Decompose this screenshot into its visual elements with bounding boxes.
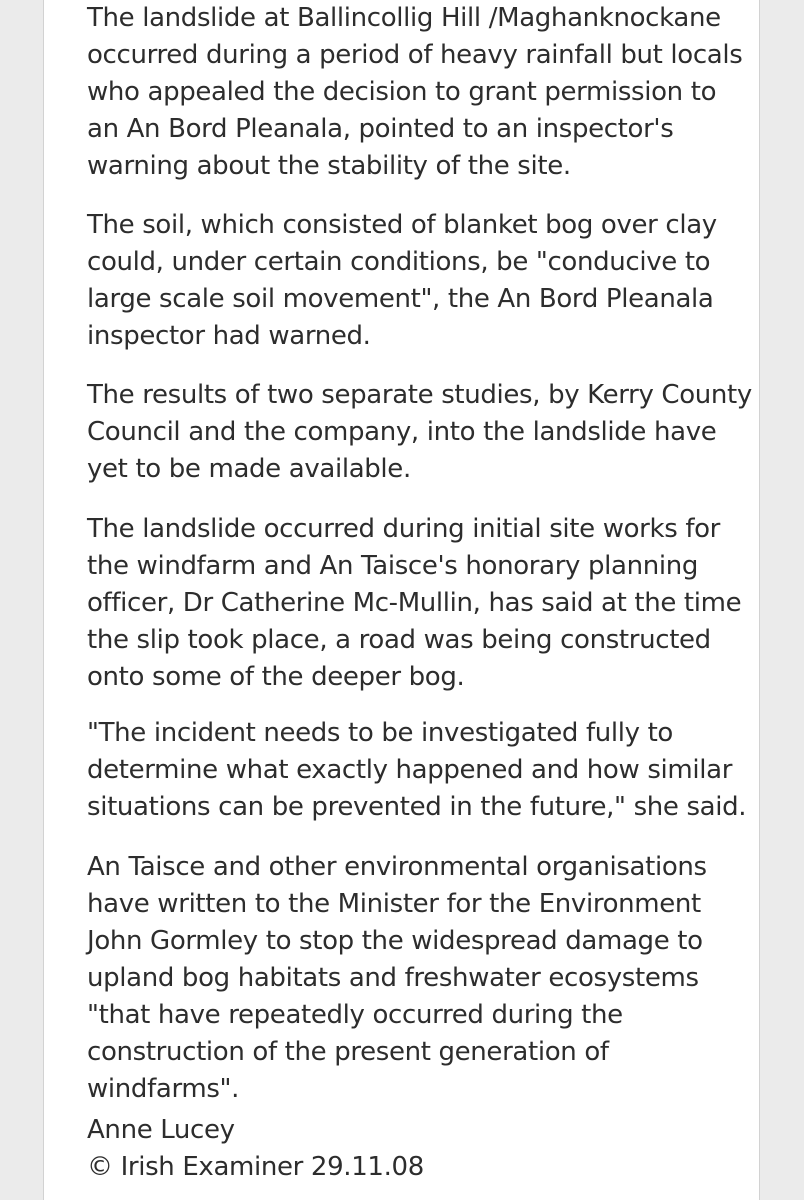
text-line: the windfarm and An Taisce's honorary planning [87, 551, 699, 581]
text-line: The results of two separate studies, by Kerry County [87, 380, 752, 410]
text-line: construction of the present generation of [87, 1037, 609, 1067]
text-line: The soil, which consisted of blanket bog over clay [87, 210, 717, 240]
text-line: large scale soil movement", the An Bord Pleanala [87, 284, 714, 314]
paragraph-quote [87, 715, 746, 826]
article-author: Anne Lucey [87, 1115, 235, 1145]
text-line: who appealed the decision to grant permission to [87, 77, 717, 107]
text-line: The landslide at Ballincollig Hill /Maghanknockane [87, 3, 721, 33]
text-line: the slip took place, a road was being constructed [87, 625, 711, 655]
text-line: determine what exactly happened and how similar [87, 755, 733, 785]
text-line: upland bog habitats and freshwater ecosystems [87, 963, 699, 993]
article-credit: © Irish Examiner 29.11.08 [87, 1152, 424, 1182]
paragraph-studies [87, 377, 752, 488]
paragraph-minister-letter [87, 849, 707, 1108]
text-line: occurred during a period of heavy rainfall but locals [87, 40, 743, 70]
text-line: situations can be prevented in the future," she said. [87, 792, 747, 822]
text-line: an An Bord Pleanala, pointed to an inspector's [87, 114, 674, 144]
text-line: warning about the stability of the site. [87, 151, 571, 181]
paragraph-site-works [87, 511, 741, 696]
text-line: "The incident needs to be investigated fully to [87, 718, 673, 748]
paragraph-soil [87, 207, 717, 355]
text-line: "that have repeatedly occurred during the [87, 1000, 623, 1030]
text-line: inspector had warned. [87, 321, 371, 351]
article-page [43, 0, 760, 1200]
paragraph-landslide-rainfall [87, 0, 742, 185]
text-line: yet to be made available. [87, 454, 411, 484]
text-line: An Taisce and other environmental organisations [87, 852, 707, 882]
text-line: officer, Dr Catherine Mc-Mullin, has said at the time [87, 588, 742, 618]
text-line: could, under certain conditions, be "conducive to [87, 247, 711, 277]
text-line: windfarms". [87, 1074, 240, 1104]
text-line: John Gormley to stop the widespread damage to [87, 926, 703, 956]
text-line: onto some of the deeper bog. [87, 662, 465, 692]
text-line: Council and the company, into the landslide have [87, 417, 717, 447]
text-line: The landslide occurred during initial site works for [87, 514, 721, 544]
text-line: have written to the Minister for the Environment [87, 889, 701, 919]
